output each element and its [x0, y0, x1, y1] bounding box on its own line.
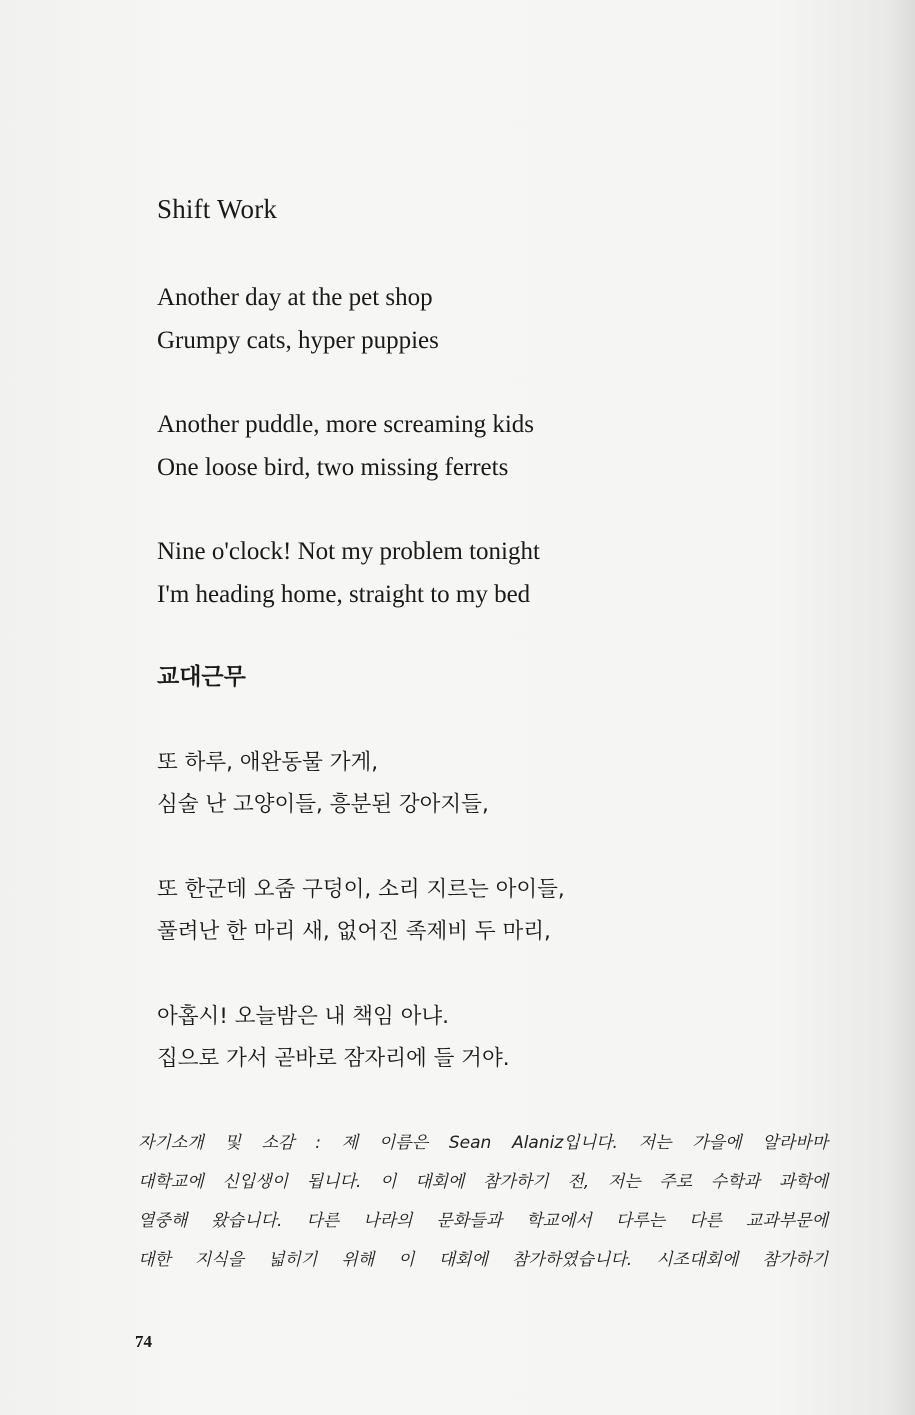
poem-line: Nine o'clock! Not my problem tonight	[157, 538, 540, 565]
korean-line: 또 하루, 애완동물 가게,	[157, 750, 379, 775]
poem-title: Shift Work	[157, 194, 278, 224]
poem-line: Another day at the pet shop	[157, 284, 433, 311]
korean-line: 아홉시! 오늘밤은 내 책임 아냐.	[157, 1004, 450, 1029]
poem-stanza-3	[157, 530, 540, 616]
korean-stanza-1	[157, 742, 489, 826]
bio-line: 열중해 왔습니다. 다른 나라의 문화들과 학교에서 다루는 다른 교과부문에	[138, 1211, 828, 1231]
poem-line: One loose bird, two missing ferrets	[157, 454, 509, 481]
poem-line: Grumpy cats, hyper puppies	[157, 327, 439, 354]
page-number: 74	[135, 1332, 152, 1351]
korean-poem-title: 교대근무	[157, 664, 246, 690]
poem-line: I'm heading home, straight to my bed	[157, 581, 531, 608]
korean-line: 또 한군데 오줌 구덩이, 소리 지르는 아이들,	[157, 877, 565, 902]
korean-stanza-3	[157, 996, 510, 1080]
author-bio	[138, 1124, 828, 1280]
bio-line: 대학교에 신입생이 됩니다. 이 대회에 참가하기 전, 저는 주로 수학과 과학에	[138, 1172, 828, 1192]
korean-line: 풀려난 한 마리 새, 없어진 족제비 두 마리,	[157, 919, 551, 944]
korean-stanza-2	[157, 869, 565, 953]
poem-stanza-2	[157, 403, 534, 489]
poem-line: Another puddle, more screaming kids	[157, 411, 534, 438]
bio-line: 자기소개 및 소감 : 제 이름은 Sean Alaniz입니다. 저는 가을에 알라바마	[138, 1133, 828, 1153]
korean-line: 집으로 가서 곧바로 잠자리에 들 거야.	[157, 1046, 510, 1071]
poem-stanza-1	[157, 276, 439, 362]
korean-line: 심술 난 고양이들, 흥분된 강아지들,	[157, 792, 489, 817]
bio-line: 대한 지식을 넓히기 위해 이 대회에 참가하였습니다. 시조대회에 참가하기	[138, 1250, 828, 1270]
